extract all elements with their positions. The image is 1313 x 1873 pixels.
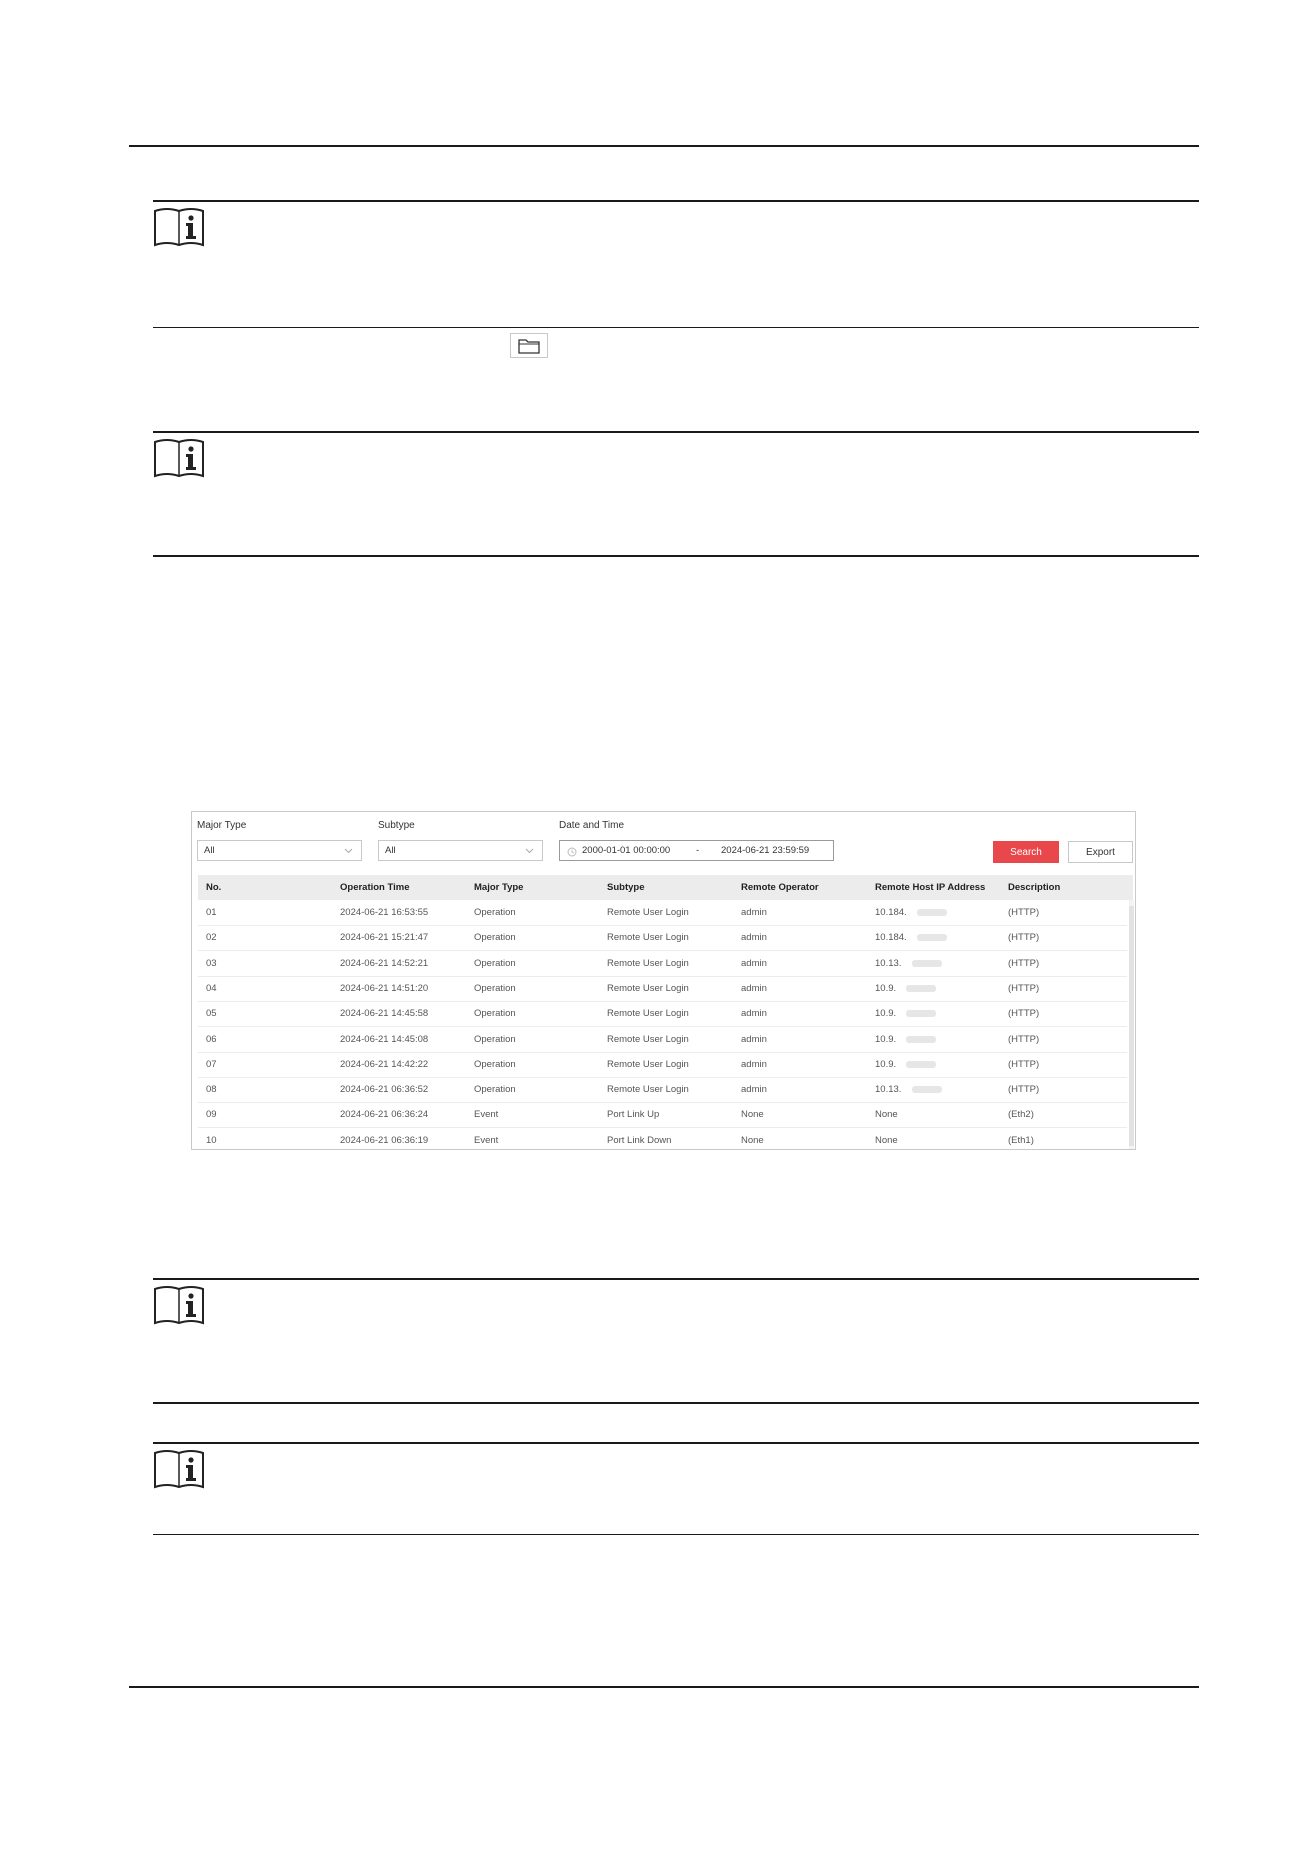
cell-description: (Eth2) [1008, 1109, 1034, 1121]
clock-icon [567, 845, 577, 864]
cell-description: (Eth1) [1008, 1134, 1034, 1146]
note-1-top-rule [153, 200, 1199, 202]
date-end: 2024-06-21 23:59:59 [721, 845, 810, 856]
cell-description: (HTTP) [1008, 957, 1040, 969]
cell-major-type: Operation [474, 982, 516, 994]
chevron-down-icon [525, 841, 534, 867]
chevron-down-icon [344, 841, 353, 867]
cell-operation-time: 2024-06-21 06:36:52 [340, 1084, 429, 1096]
log-search-panel [191, 811, 1136, 1150]
cell-description: (HTTP) [1008, 932, 1040, 944]
table-row[interactable] [198, 1052, 1127, 1078]
cell-description: (HTTP) [1008, 1058, 1040, 1070]
date-separator: - [696, 845, 700, 856]
note-1-bottom-rule [153, 327, 1199, 328]
col-remote-host-ip: Remote Host IP Address [875, 882, 986, 893]
cell-remote-host-ip: None [875, 1109, 898, 1121]
cell-operation-time: 2024-06-21 14:52:21 [340, 957, 429, 969]
note-4-bottom-rule [153, 1534, 1199, 1535]
cell-subtype: Remote User Login [607, 982, 689, 994]
major-type-value: All [204, 845, 215, 856]
col-operation-time: Operation Time [340, 882, 410, 893]
major-type-label: Major Type [197, 820, 247, 831]
cell-subtype: Remote User Login [607, 1084, 689, 1096]
cell-description: (HTTP) [1008, 1084, 1040, 1096]
folder-icon [518, 338, 540, 354]
note-2-bottom-rule [153, 555, 1199, 557]
table-scrollbar[interactable] [1129, 900, 1134, 1150]
cell-no: 04 [206, 982, 217, 994]
note-3-bottom-rule [153, 1402, 1199, 1404]
cell-operation-time: 2024-06-21 15:21:47 [340, 932, 429, 944]
cell-description: (HTTP) [1008, 982, 1040, 994]
cell-remote-host-ip: 10.9. [875, 982, 897, 994]
cell-remote-operator: admin [741, 1033, 767, 1045]
table-row[interactable] [198, 976, 1127, 1002]
cell-remote-host-ip: 10.13. [875, 1084, 902, 1096]
redacted-ip-blur [917, 909, 947, 916]
cell-remote-host-ip: 10.184. [875, 932, 907, 944]
cell-remote-host-ip: 10.9. [875, 1058, 897, 1070]
cell-no: 01 [206, 907, 217, 918]
table-row[interactable] [198, 1128, 1127, 1150]
cell-remote-operator: None [741, 1109, 764, 1121]
cell-no: 07 [206, 1058, 217, 1070]
redacted-ip-blur [906, 1036, 936, 1043]
cell-operation-time: 2024-06-21 16:53:55 [340, 907, 429, 918]
redacted-ip-blur [906, 985, 936, 992]
footer-remnant [0, 1866, 1313, 1873]
cell-major-type: Operation [474, 907, 516, 918]
cell-no: 06 [206, 1033, 217, 1045]
cell-remote-host-ip: 10.9. [875, 1033, 897, 1045]
subtype-label: Subtype [378, 820, 415, 831]
cell-remote-operator: admin [741, 1008, 767, 1020]
subtype-select[interactable] [378, 840, 543, 861]
table-row[interactable] [198, 900, 1127, 926]
cell-remote-host-ip: None [875, 1134, 898, 1146]
note-3-top-rule [153, 1278, 1199, 1280]
cell-remote-operator: admin [741, 982, 767, 994]
cell-no: 05 [206, 1008, 217, 1020]
col-description: Description [1008, 882, 1061, 893]
footer-rule [129, 1686, 1199, 1688]
cell-remote-operator: admin [741, 932, 767, 944]
table-row[interactable] [198, 925, 1127, 951]
cell-operation-time: 2024-06-21 14:45:58 [340, 1008, 429, 1020]
subtype-value: All [385, 845, 396, 856]
cell-major-type: Operation [474, 932, 516, 944]
date-start: 2000-01-01 00:00:00 [582, 845, 671, 856]
cell-subtype: Remote User Login [607, 1008, 689, 1020]
cell-subtype: Port Link Up [607, 1109, 660, 1121]
col-major-type: Major Type [474, 882, 524, 893]
cell-subtype: Remote User Login [607, 932, 689, 944]
cell-description: (HTTP) [1008, 1008, 1040, 1020]
cell-operation-time: 2024-06-21 06:36:24 [340, 1109, 429, 1121]
date-range-input[interactable] [559, 840, 834, 861]
note-info-icon [153, 1285, 205, 1327]
cell-operation-time: 2024-06-21 14:42:22 [340, 1058, 429, 1070]
cell-major-type: Event [474, 1109, 499, 1121]
table-row[interactable] [198, 1027, 1127, 1053]
redacted-ip-blur [906, 1061, 936, 1068]
cell-no: 09 [206, 1109, 217, 1121]
major-type-select[interactable] [197, 840, 362, 861]
col-subtype: Subtype [607, 882, 645, 893]
cell-remote-operator: admin [741, 1084, 767, 1096]
cell-operation-time: 2024-06-21 14:45:08 [340, 1033, 429, 1045]
cell-remote-operator: None [741, 1134, 764, 1146]
table-row[interactable] [198, 1102, 1127, 1128]
note-2-top-rule [153, 431, 1199, 433]
col-no: No. [206, 882, 222, 893]
cell-remote-operator: admin [741, 1058, 767, 1070]
cell-major-type: Operation [474, 957, 516, 969]
cell-major-type: Operation [474, 1084, 516, 1096]
cell-subtype: Remote User Login [607, 1033, 689, 1045]
cell-major-type: Event [474, 1134, 499, 1146]
table-row[interactable] [198, 1077, 1127, 1103]
cell-remote-host-ip: 10.184. [875, 907, 907, 918]
date-time-label: Date and Time [559, 820, 625, 831]
redacted-ip-blur [912, 1086, 942, 1093]
cell-remote-operator: admin [741, 957, 767, 969]
cell-major-type: Operation [474, 1058, 516, 1070]
cell-major-type: Operation [474, 1033, 516, 1045]
table-header [198, 875, 1133, 900]
redacted-ip-blur [906, 1010, 936, 1017]
cell-remote-operator: admin [741, 907, 767, 918]
table-row[interactable] [198, 951, 1127, 977]
cell-subtype: Remote User Login [607, 1058, 689, 1070]
cell-operation-time: 2024-06-21 14:51:20 [340, 982, 429, 994]
cell-subtype: Port Link Down [607, 1134, 672, 1146]
cell-subtype: Remote User Login [607, 957, 689, 969]
cell-remote-host-ip: 10.9. [875, 1008, 897, 1020]
cell-no: 03 [206, 957, 217, 969]
note-info-icon [153, 1449, 205, 1491]
table-row[interactable] [198, 1001, 1127, 1027]
col-remote-operator: Remote Operator [741, 882, 819, 893]
search-button[interactable]: Search [993, 841, 1059, 863]
cell-no: 08 [206, 1084, 217, 1096]
cell-subtype: Remote User Login [607, 907, 689, 918]
redacted-ip-blur [917, 934, 947, 941]
cell-remote-host-ip: 10.13. [875, 957, 902, 969]
redacted-ip-blur [912, 960, 942, 967]
scrollbar-thumb[interactable] [1129, 906, 1134, 1146]
cell-description: (HTTP) [1008, 1033, 1040, 1045]
cell-no: 10 [206, 1134, 217, 1146]
note-info-icon [153, 438, 205, 480]
folder-button[interactable] [510, 333, 548, 358]
cell-operation-time: 2024-06-21 06:36:19 [340, 1134, 429, 1146]
export-button[interactable]: Export [1068, 841, 1133, 863]
note-4-top-rule [153, 1442, 1199, 1444]
header-rule [129, 145, 1199, 147]
note-info-icon [153, 207, 205, 249]
cell-description: (HTTP) [1008, 907, 1040, 918]
cell-no: 02 [206, 932, 217, 944]
cell-major-type: Operation [474, 1008, 516, 1020]
